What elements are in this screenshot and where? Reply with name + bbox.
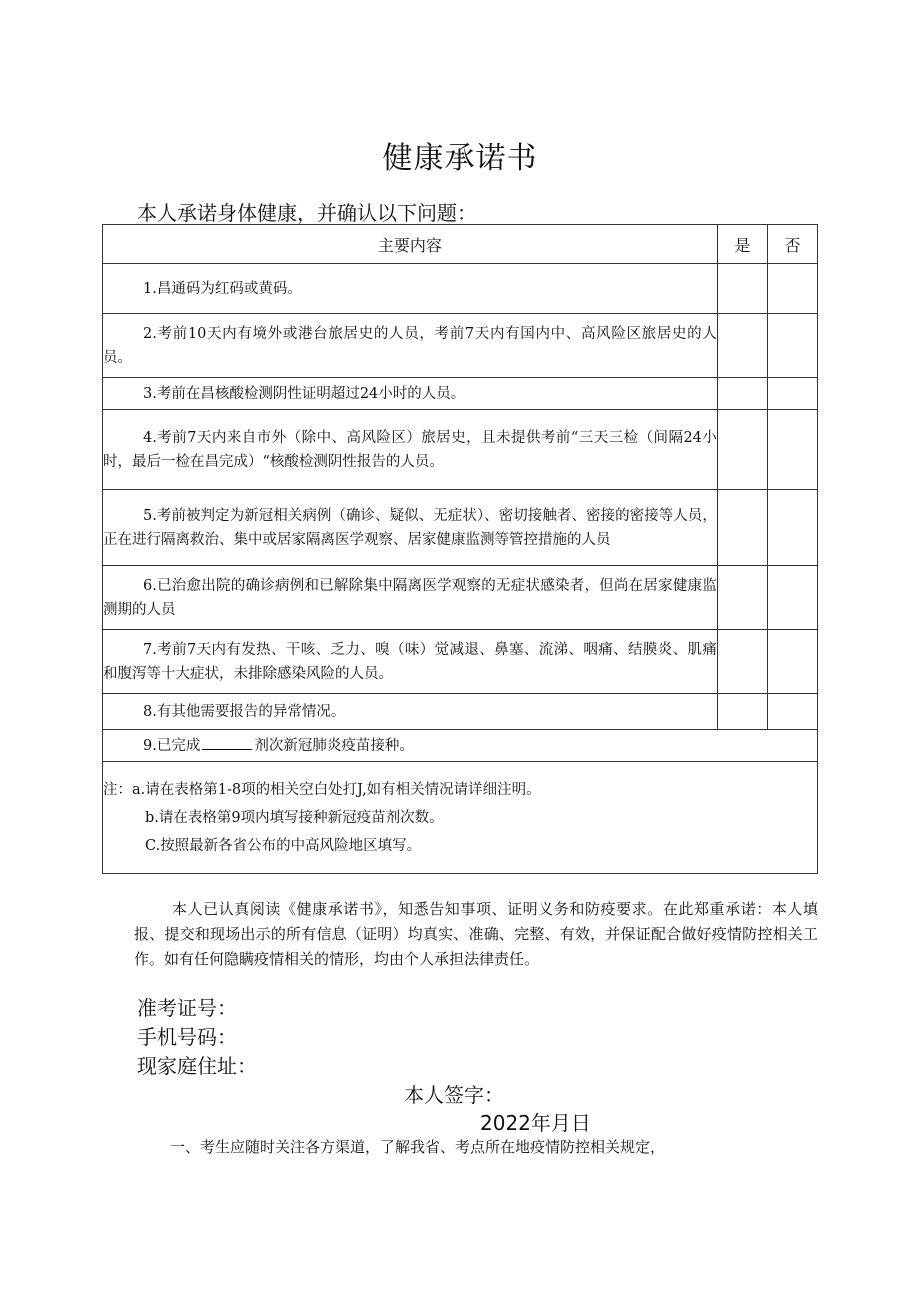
yes-cell[interactable] [717, 490, 767, 566]
item-cell [103, 730, 818, 762]
item-cell [103, 630, 718, 694]
yes-cell[interactable] [717, 378, 767, 410]
item-cell [103, 694, 718, 730]
item-cell [103, 490, 718, 566]
note-c: C.按照最新各省公布的中高风险地区填写。 [145, 837, 422, 854]
page-title: 健康承诺书 [382, 141, 538, 176]
no-cell[interactable] [767, 630, 817, 694]
item-cell [103, 378, 718, 410]
item-text: 5.考前被判定为新冠相关病例（确诊、疑似、无症状）、密切接触者、密接的密接等人员，正在进行隔离救治、集中或居家隔离医学观察、居家健康监测等管控措施的人员 [103, 507, 717, 548]
yes-cell[interactable] [717, 630, 767, 694]
item-text: 9.已完成 [143, 737, 201, 754]
item-text: 3.考前在昌核酸检测阴性证明超过24小时的人员。 [143, 385, 466, 402]
exam-id-field-label: 准考证号： [137, 996, 237, 1020]
table-row-vaccine [103, 730, 818, 762]
table-row [103, 264, 818, 314]
table-row [103, 566, 818, 630]
table-header-row [103, 225, 818, 264]
address-field-label: 现家庭住址： [137, 1054, 257, 1078]
note-b: b.请在表格第9项内填写接种新冠疫苗剂次数。 [145, 809, 444, 826]
item-cell [103, 410, 718, 490]
item-cell [103, 264, 718, 314]
item-text: 2.考前10天内有境外或港台旅居史的人员，考前7天内有国内中、高风险区旅居史的人员。 [103, 325, 717, 366]
table-row [103, 630, 818, 694]
declaration-paragraph: 本人已认真阅读《健康承诺书》，知悉告知事项、证明义务和防疫要求。在此郑重承诺：本人填报、提交和现场出示的所有信息（证明）均真实、准确、完整、有效，并保证配合做好疫情防控相关工作。如有任何隐瞒疫情相关的情形，均由个人承担法律责任。 [134, 900, 818, 968]
item-text: 4.考前7天内来自市外（除中、高风险区）旅居史，且未提供考前“三天三检（间隔24小时，最后一检在昌完成）“核酸检测阴性报告的人员。 [103, 429, 717, 470]
no-cell[interactable] [767, 264, 817, 314]
table-row [103, 694, 818, 730]
item-cell [103, 566, 718, 630]
footer-notice: 一、考生应随时关注各方渠道，了解我省、考点所在地疫情防控相关规定， [170, 1138, 666, 1156]
yes-cell[interactable] [717, 410, 767, 490]
yes-cell[interactable] [717, 694, 767, 730]
table-notes-row [103, 762, 818, 874]
item-text: 6.已治愈出院的确诊病例和已解除集中隔离医学观察的无症状感染者，但尚在居家健康监测期的人员 [103, 577, 717, 618]
item-text: 1.昌通码为红码或黄码。 [143, 280, 302, 297]
header-no: 否 [767, 225, 817, 264]
table-row [103, 378, 818, 410]
yes-cell[interactable] [717, 314, 767, 378]
notes-cell [103, 762, 818, 874]
header-main-content: 主要内容 [103, 225, 718, 264]
table-row [103, 410, 818, 490]
vaccine-dose-blank[interactable] [202, 735, 252, 750]
header-yes: 是 [717, 225, 767, 264]
intro-text: 本人承诺身体健康，并确认以下问题： [137, 201, 477, 225]
phone-field-label: 手机号码： [137, 1025, 237, 1049]
table-row [103, 314, 818, 378]
signature-label: 本人签字： [404, 1083, 504, 1107]
no-cell[interactable] [767, 410, 817, 490]
no-cell[interactable] [767, 694, 817, 730]
no-cell[interactable] [767, 566, 817, 630]
no-cell[interactable] [767, 314, 817, 378]
item-text: 8.有其他需要报告的异常情况。 [143, 703, 346, 720]
health-declaration-table [102, 224, 818, 874]
item-text: 剂次新冠肺炎疫苗接种。 [254, 737, 414, 754]
yes-cell[interactable] [717, 566, 767, 630]
item-text: 7.考前7天内有发热、干咳、乏力、嗅（味）觉减退、鼻塞、流涕、咽痛、结膜炎、肌痛和腹泻等十大症状，未排除感染风险的人员。 [103, 641, 717, 682]
date-line: 2022年月日 [480, 1111, 591, 1135]
note-a: 注：a.请在表格第1-8项的相关空白处打J,如有相关情况请详细注明。 [103, 781, 541, 798]
item-cell [103, 314, 718, 378]
no-cell[interactable] [767, 378, 817, 410]
table-row [103, 490, 818, 566]
yes-cell[interactable] [717, 264, 767, 314]
no-cell[interactable] [767, 490, 817, 566]
